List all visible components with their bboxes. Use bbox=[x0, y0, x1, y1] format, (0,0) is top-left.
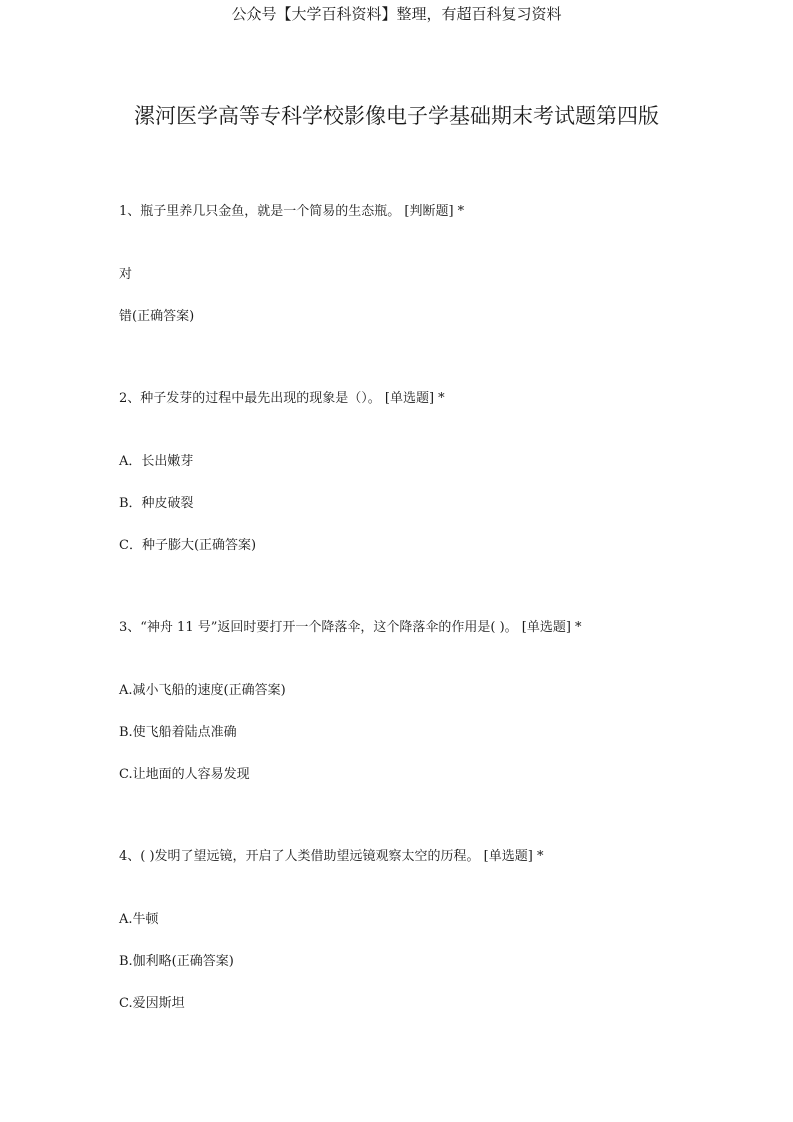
question-1-option-2: 错(正确答案) bbox=[119, 309, 195, 324]
question-4-option-a: A.牛顿 bbox=[119, 912, 159, 927]
page-header: 公众号【大学百科资料】整理，有超百科复习资料 bbox=[231, 5, 562, 23]
question-2-option-c: C．种子膨大(正确答案) bbox=[119, 538, 257, 553]
question-4-option-b: B.伽利略(正确答案) bbox=[119, 954, 234, 969]
question-1-stem: 1、瓶子里养几只金鱼，就是一个简易的生态瓶。 [判断题] * bbox=[119, 204, 465, 219]
question-4-option-c: C.爱因斯坦 bbox=[119, 996, 185, 1011]
question-3-option-a: A.减小飞船的速度(正确答案) bbox=[119, 683, 286, 698]
question-2-option-b: B．种皮破裂 bbox=[119, 496, 194, 511]
question-4-stem: 4、( )发明了望远镜，开启了人类借助望远镜观察太空的历程。 [单选题] * bbox=[119, 849, 544, 864]
document-title: 漯河医学高等专科学校影像电子学基础期末考试题第四版 bbox=[134, 104, 659, 128]
question-2-option-a: A．长出嫩芽 bbox=[119, 454, 194, 469]
question-2-stem: 2、种子发芽的过程中最先出现的现象是（）。 [单选题] * bbox=[119, 391, 445, 406]
question-3-option-b: B.使飞船着陆点准确 bbox=[119, 725, 237, 740]
question-1-option-1: 对 bbox=[119, 267, 133, 282]
question-3-stem: 3、“神舟 11 号”返回时要打开一个降落伞，这个降落伞的作用是( )。 [单选题] * bbox=[119, 620, 582, 635]
question-3-option-c: C.让地面的人容易发现 bbox=[119, 767, 250, 782]
